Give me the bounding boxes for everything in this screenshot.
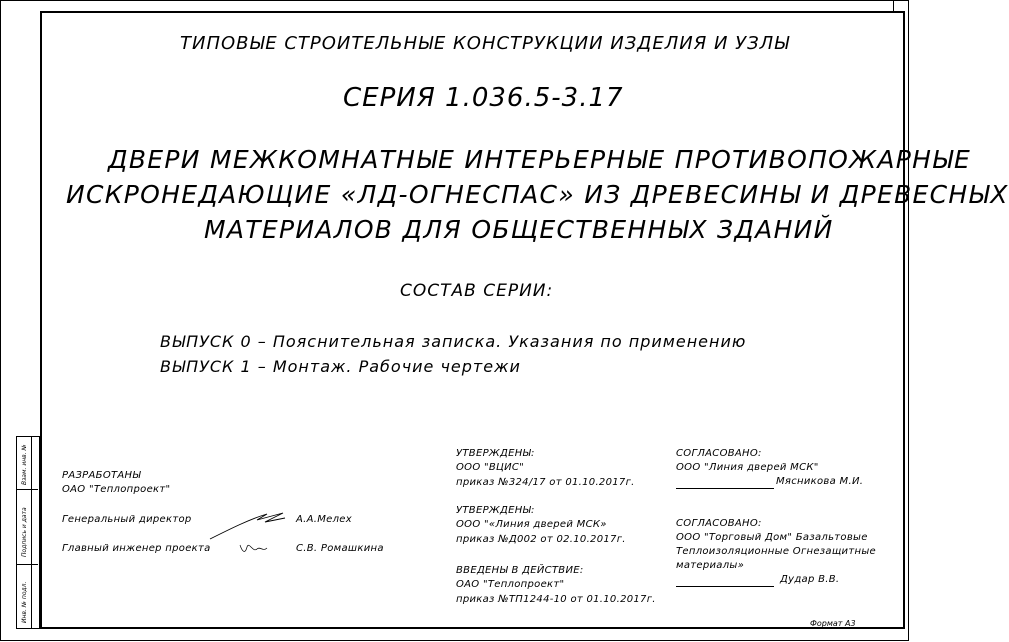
developed-org: ОАО "Теплопроект" xyxy=(62,484,171,495)
side-label-signature-date: Подпись и дата xyxy=(21,507,28,557)
composition-item: ВЫПУСК 1 – Монтаж. Рабочие чертежи xyxy=(160,357,521,376)
document-title-line-2: ИСКРОНЕДАЮЩИЕ «ЛД-ОГНЕСПАС» ИЗ ДРЕВЕСИНЫ И ДРЕВЕСНЫХ xyxy=(66,180,1009,209)
agreed-signer: Дудар В.В. xyxy=(780,574,840,585)
side-strip-divider xyxy=(17,489,38,490)
signature-line xyxy=(676,488,774,489)
agreed-org-line-3: материалы» xyxy=(676,560,745,571)
document-title-line-3: МАТЕРИАЛОВ ДЛЯ ОБЩЕСТВЕННЫХ ЗДАНИЙ xyxy=(204,215,834,244)
series-number: СЕРИЯ 1.036.5-3.17 xyxy=(343,83,624,113)
agreed-label: СОГЛАСОВАНО: xyxy=(676,448,762,459)
document-title-line-1: ДВЕРИ МЕЖКОМНАТНЫЕ ИНТЕРЬЕРНЫЕ ПРОТИВОПОЖАРНЫЕ xyxy=(108,145,972,174)
side-label-original-inv: Инв. № подл. xyxy=(21,581,28,623)
developed-label: РАЗРАБОТАНЫ xyxy=(62,470,141,481)
enacted-label: ВВЕДЕНЫ В ДЕЙСТВИЕ: xyxy=(456,565,584,576)
approved-org: ООО "«Линия дверей МСК» xyxy=(456,519,607,530)
side-strip-divider xyxy=(17,564,38,565)
engineer-role: Главный инженер проекта xyxy=(62,543,211,554)
side-strip-column-divider xyxy=(31,437,32,628)
composition-heading: СОСТАВ СЕРИИ: xyxy=(400,281,554,301)
side-label-replaced-inv: Взам. инв. № xyxy=(21,444,28,485)
side-stamp-strip xyxy=(16,436,40,629)
composition-item: ВЫПУСК 0 – Пояснительная записка. Указания по применению xyxy=(160,332,747,351)
handwritten-signatures xyxy=(205,505,290,560)
agreed-org-line-2: Теплоизоляционные Огнезащитные xyxy=(676,546,876,557)
approved-org: ООО "ВЦИС" xyxy=(456,462,525,473)
enacted-org: ОАО "Теплопроект" xyxy=(456,579,565,590)
director-role: Генеральный директор xyxy=(62,514,192,525)
approved-label: УТВЕРЖДЕНЫ: xyxy=(456,505,535,516)
signature-line xyxy=(676,586,774,587)
series-category-title: ТИПОВЫЕ СТРОИТЕЛЬНЫЕ КОНСТРУКЦИИ ИЗДЕЛИЯ И УЗЛЫ xyxy=(180,33,790,54)
director-name: А.А.Мелех xyxy=(296,514,352,525)
engineer-name: С.В. Ромашкина xyxy=(296,543,384,554)
agreed-label: СОГЛАСОВАНО: xyxy=(676,518,762,529)
agreed-org: ООО "Линия дверей МСК" xyxy=(676,462,819,473)
approved-order: приказ №Д002 от 02.10.2017г. xyxy=(456,534,626,545)
agreed-signer: Мясникова М.И. xyxy=(776,476,864,487)
paper-format-label: Формат А3 xyxy=(810,619,856,628)
approved-order: приказ №324/17 от 01.10.2017г. xyxy=(456,477,635,488)
enacted-order: приказ №ТП1244-10 от 01.10.2017г. xyxy=(456,594,656,605)
approved-label: УТВЕРЖДЕНЫ: xyxy=(456,448,535,459)
corner-mark xyxy=(893,0,910,11)
agreed-org-line-1: ООО "Торговый Дом" Базальтовые xyxy=(676,532,868,543)
